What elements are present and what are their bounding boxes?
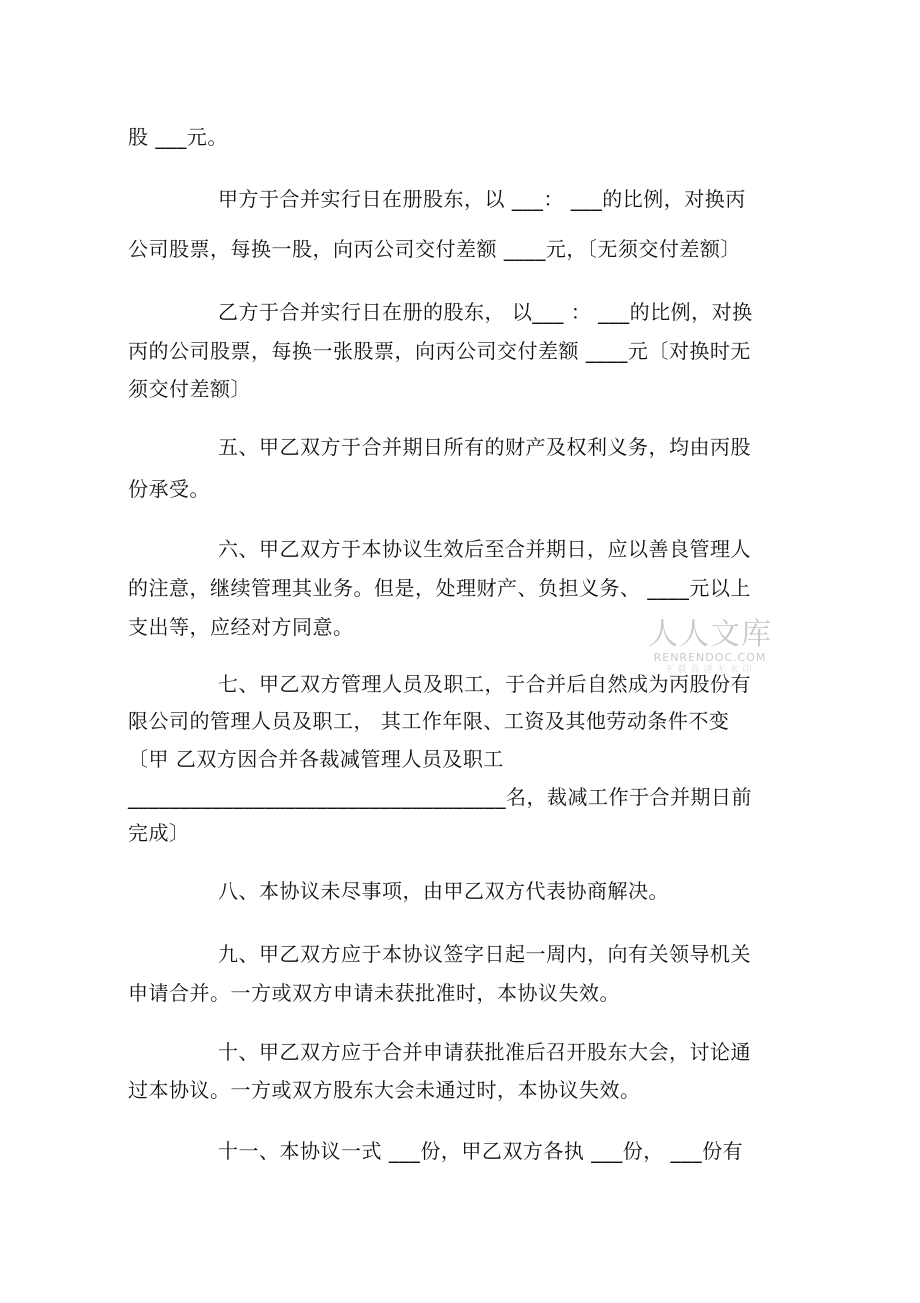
text-line: 限公司的管理人员及职工， 其工作年限、工资及其他劳动条件不变 xyxy=(128,709,730,733)
text-line: 〔甲 乙双方因合并各裁减管理人员及职工 xyxy=(128,747,504,771)
text-line: 九、甲乙双方应于本协议签字日起一周内，向有关领导机关 xyxy=(218,942,751,966)
text-line: 公司股票，每换一股，向丙公司交付差额 ____元，〔无须交付差额〕 xyxy=(128,237,741,261)
watermark-title: 人人文库 xyxy=(648,617,772,652)
text-line: 的注意，继续管理其业务。但是，处理财产、负担义务、 ____元以上 xyxy=(128,576,751,600)
text-line: ____________________________________名，裁减工作于合并期日前 xyxy=(128,785,752,809)
watermark-url: RENRENDOC.COM xyxy=(653,651,767,664)
text-line: 甲方于合并实行日在册股东，以 ___： ___的比例，对换丙 xyxy=(218,187,746,211)
text-line: 过本协议。一方或双方股东大会未通过时，本协议失效。 xyxy=(128,1078,641,1102)
text-line: 十、甲乙双方应于合并申请获批准后召开股东大会，讨论通 xyxy=(218,1040,751,1064)
text-line: 十一、本协议一式 ___份，甲乙双方各执 ___份， ___份有 xyxy=(218,1139,744,1163)
text-line: 须交付差额〕 xyxy=(128,377,251,401)
text-line: 乙方于合并实行日在册的股东， 以___ ： ___的比例，对换 xyxy=(218,300,753,324)
watermark-logo xyxy=(648,618,772,676)
text-line: 份承受。 xyxy=(128,477,210,501)
text-line: 七、甲乙双方管理人员及职工，于合并后自然成为丙股份有 xyxy=(218,672,751,696)
text-line: 丙的公司股票，每换一张股票，向丙公司交付差额 ____元〔对换时无 xyxy=(128,339,751,363)
text-line: 六、甲乙双方于本协议生效后至合并期日，应以善良管理人 xyxy=(218,537,751,561)
text-line: 八、本协议未尽事项，由甲乙双方代表协商解决。 xyxy=(218,879,669,903)
text-line: 完成〕 xyxy=(128,821,190,845)
watermark-subtitle: 下载高清无水印 xyxy=(664,665,756,675)
text-line: 五、甲乙双方于合并期日所有的财产及权利义务，均由丙股 xyxy=(218,435,751,459)
text-line: 股 ___元。 xyxy=(128,125,228,149)
text-line: 支出等，应经对方同意。 xyxy=(128,615,354,639)
text-line: 申请合并。一方或双方申请未获批准时，本协议失效。 xyxy=(128,981,620,1005)
